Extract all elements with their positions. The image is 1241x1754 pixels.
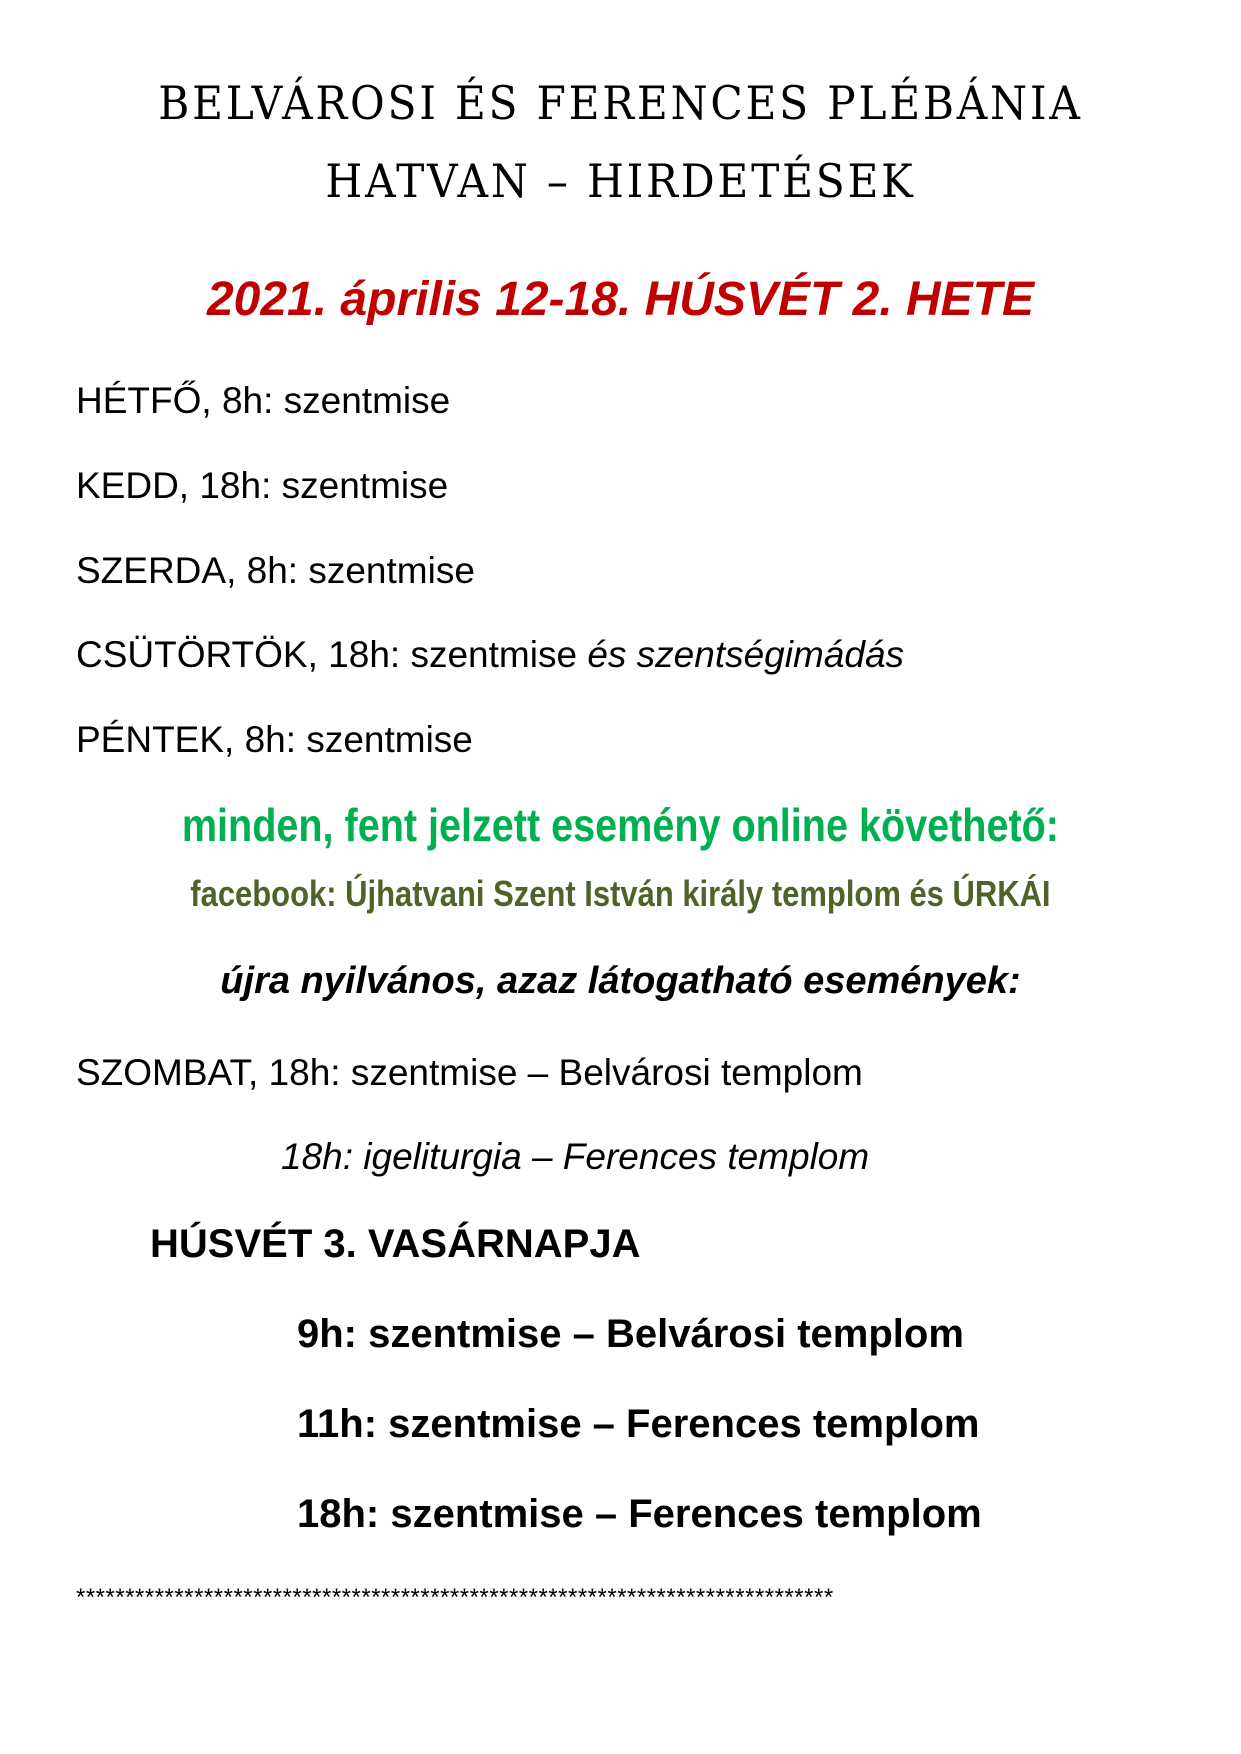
schedule-tuesday <box>76 465 448 507</box>
sunday-mass-1: 9h: szentmise – Belvárosi templom <box>297 1312 964 1356</box>
separator-line: ***************************************************************************** <box>76 1584 834 1611</box>
schedule-event: szentmise <box>410 634 588 675</box>
schedule-wednesday <box>76 550 475 592</box>
online-heading: minden, fent jelzett esemény online követhető: <box>181 799 1059 851</box>
week-heading: 2021. április 12-18. HÚSVÉT 2. HETE <box>206 273 1035 326</box>
facebook-line: facebook: Újhatvani Szent István király templom és ÚRKÁI <box>190 873 1051 914</box>
schedule-extra: és szentségimádás <box>587 634 905 675</box>
schedule-day: CSÜTÖRTÖK, 18h: <box>76 634 411 675</box>
public-events-heading: újra nyilvános, azaz látogatható események: <box>220 960 1021 1002</box>
sunday-mass-3: 18h: szentmise – Ferences templom <box>297 1492 982 1536</box>
schedule-day: PÉNTEK, 8h: <box>76 719 307 760</box>
schedule-event: szentmise <box>308 550 475 591</box>
schedule-day: HÉTFŐ, 8h: <box>76 380 284 421</box>
schedule-thursday <box>76 634 904 676</box>
schedule-event: szentmise <box>281 465 449 506</box>
schedule-event: szentmise <box>283 380 451 421</box>
schedule-event: szentmise <box>306 719 473 760</box>
schedule-friday <box>76 719 473 761</box>
sunday-title: HÚSVÉT 3. VASÁRNAPJA <box>150 1222 641 1266</box>
saturday-vigil: 18h: igeliturgia – Ferences templom <box>281 1136 870 1177</box>
schedule-day: SZERDA, 8h: <box>76 550 309 591</box>
sunday-mass-2: 11h: szentmise – Ferences templom <box>297 1402 980 1446</box>
parish-title-line1: BELVÁROSI ÉS FERENCES PLÉBÁNIA <box>158 76 1083 130</box>
saturday-mass: SZOMBAT, 18h: szentmise – Belvárosi templom <box>76 1052 863 1093</box>
parish-title-line2: HATVAN – HIRDETÉSEK <box>325 154 916 208</box>
schedule-monday <box>76 380 450 422</box>
schedule-day: KEDD, 18h: <box>76 465 282 506</box>
